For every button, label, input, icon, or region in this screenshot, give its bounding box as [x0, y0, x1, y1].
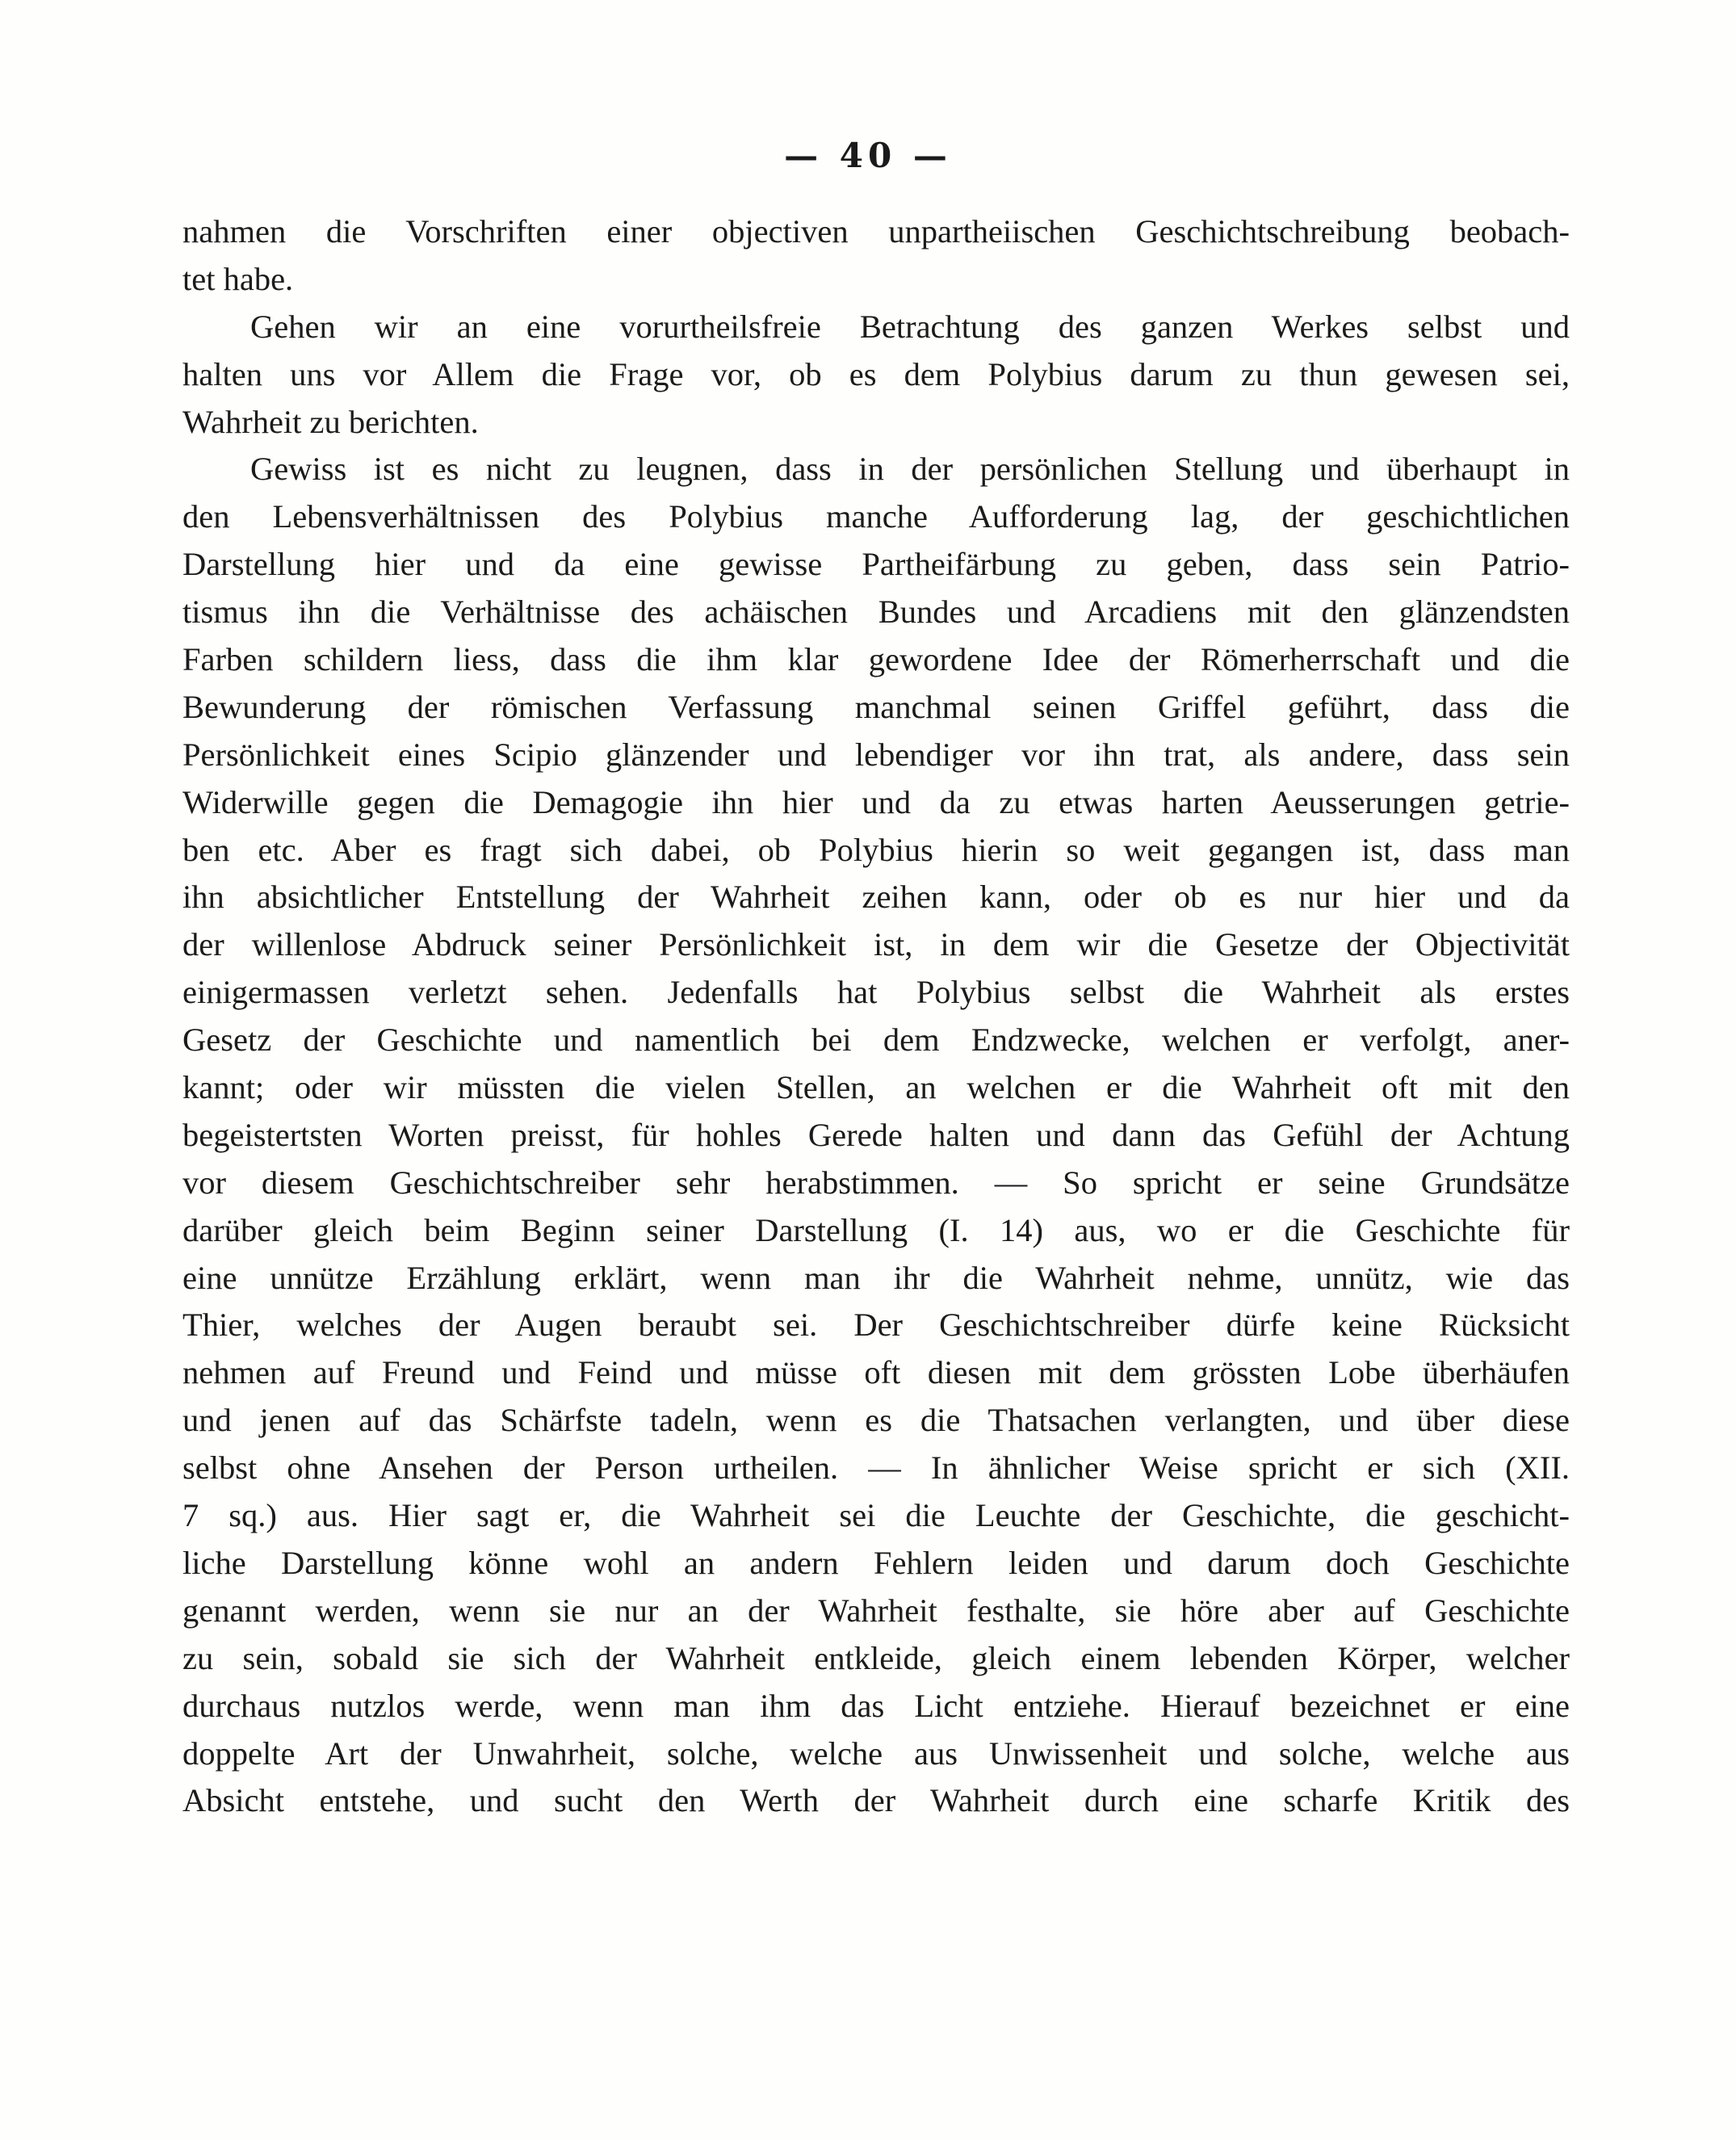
text-line: kannt; oder wir müssten die vielen Stellen, an welchen er die Wahrheit oft mit den	[182, 1069, 1570, 1106]
text-line: Darstellung hier und da eine gewisse Partheifärbung zu geben, dass sein Patrio-	[182, 546, 1570, 583]
text-line: ben etc. Aber es fragt sich dabei, ob Polybius hierin so weit gegangen ist, dass man	[182, 831, 1570, 868]
text-line: ihn absichtlicher Entstellung der Wahrheit zeihen kann, oder ob es nur hier und da	[182, 879, 1570, 916]
text-line: 7 sq.) aus. Hier sagt er, die Wahrheit sei die Leuchte der Geschichte, die geschicht-	[182, 1497, 1570, 1534]
text-line: vor diesem Geschichtschreiber sehr herabstimmen. — So spricht er seine Grundsätze	[182, 1164, 1570, 1201]
text-line: Bewunderung der römischen Verfassung manchmal seinen Griffel geführt, dass die	[182, 688, 1570, 725]
text-line: nahmen die Vorschriften einer objectiven unpartheiischen Geschichtschreibung beobach-	[182, 213, 1570, 250]
text-line: Absicht entstehe, und sucht den Werth der Wahrheit durch eine scharfe Kritik des	[182, 1782, 1570, 1819]
text-line: genannt werden, wenn sie nur an der Wahrheit festhalte, sie höre aber auf Geschichte	[182, 1592, 1570, 1629]
text-line: einigermassen verletzt sehen. Jedenfalls hat Polybius selbst die Wahrheit als erstes	[182, 974, 1570, 1011]
text-line: selbst ohne Ansehen der Person urtheilen. — In ähnlicher Weise spricht er sich (XII.	[182, 1449, 1570, 1487]
text-line: doppelte Art der Unwahrheit, solche, welche aus Unwissenheit und solche, welche aus	[182, 1734, 1570, 1772]
text-line: Persönlichkeit eines Scipio glänzender und lebendiger vor ihn trat, als andere, dass sein	[182, 736, 1570, 773]
text-line: den Lebensverhältnissen des Polybius manche Aufforderung lag, der geschichtlichen	[182, 498, 1570, 535]
text-line: tismus ihn die Verhältnisse des achäischen Bundes und Arcadiens mit den glänzendsten	[182, 593, 1570, 631]
text-line: Gehen wir an eine vorurtheilsfreie Betrachtung des ganzen Werkes selbst und	[250, 308, 1570, 345]
paragraph-3	[182, 446, 1570, 1825]
text-line: Gewiss ist es nicht zu leugnen, dass in der persönlichen Stellung und überhaupt in	[250, 451, 1570, 488]
text-line: darüber gleich beim Beginn seiner Darstellung (I. 14) aus, wo er die Geschichte für	[182, 1211, 1570, 1248]
paragraph-2	[182, 304, 1570, 447]
text-line: zu sein, sobald sie sich der Wahrheit entkleide, gleich einem lebenden Körper, welcher	[182, 1639, 1570, 1676]
text-line: und jenen auf das Schärfste tadeln, wenn es die Thatsachen verlangten, und über diese	[182, 1402, 1570, 1439]
text-line: halten uns vor Allem die Frage vor, ob es dem Polybius darum zu thun gewesen sei,	[182, 355, 1570, 392]
paragraph-1	[182, 208, 1570, 304]
page-number: — 40 —	[784, 136, 952, 175]
text-line: begeistertsten Worten preisst, für hohles Gerede halten und dann das Gefühl der Achtung	[182, 1116, 1570, 1153]
body-text	[182, 208, 1570, 1825]
text-line: durchaus nutzlos werde, wenn man ihm das Licht entziehe. Hierauf bezeichnet er eine	[182, 1687, 1570, 1724]
text-line: eine unnütze Erzählung erklärt, wenn man ihr die Wahrheit nehme, unnütz, wie das	[182, 1259, 1570, 1296]
text-line: liche Darstellung könne wohl an andern Fehlern leiden und darum doch Geschichte	[182, 1544, 1570, 1581]
text-line: Wahrheit zu berichten.	[182, 403, 479, 440]
text-line: nehmen auf Freund und Feind und müsse oft diesen mit dem grössten Lobe überhäufen	[182, 1354, 1570, 1391]
text-line: Widerwille gegen die Demagogie ihn hier und da zu etwas harten Aeusserungen getrie-	[182, 783, 1570, 820]
text-line: der willenlose Abdruck seiner Persönlichkeit ist, in dem wir die Gesetze der Objectivität	[182, 926, 1570, 963]
text-line: Thier, welches der Augen beraubt sei. Der Geschichtschreiber dürfe keine Rücksicht	[182, 1306, 1570, 1344]
text-line: tet habe.	[182, 260, 294, 297]
text-line: Farben schildern liess, dass die ihm klar gewordene Idee der Römerherrschaft und die	[182, 641, 1570, 678]
text-line: Gesetz der Geschichte und namentlich bei dem Endzwecke, welchen er verfolgt, aner-	[182, 1021, 1570, 1059]
